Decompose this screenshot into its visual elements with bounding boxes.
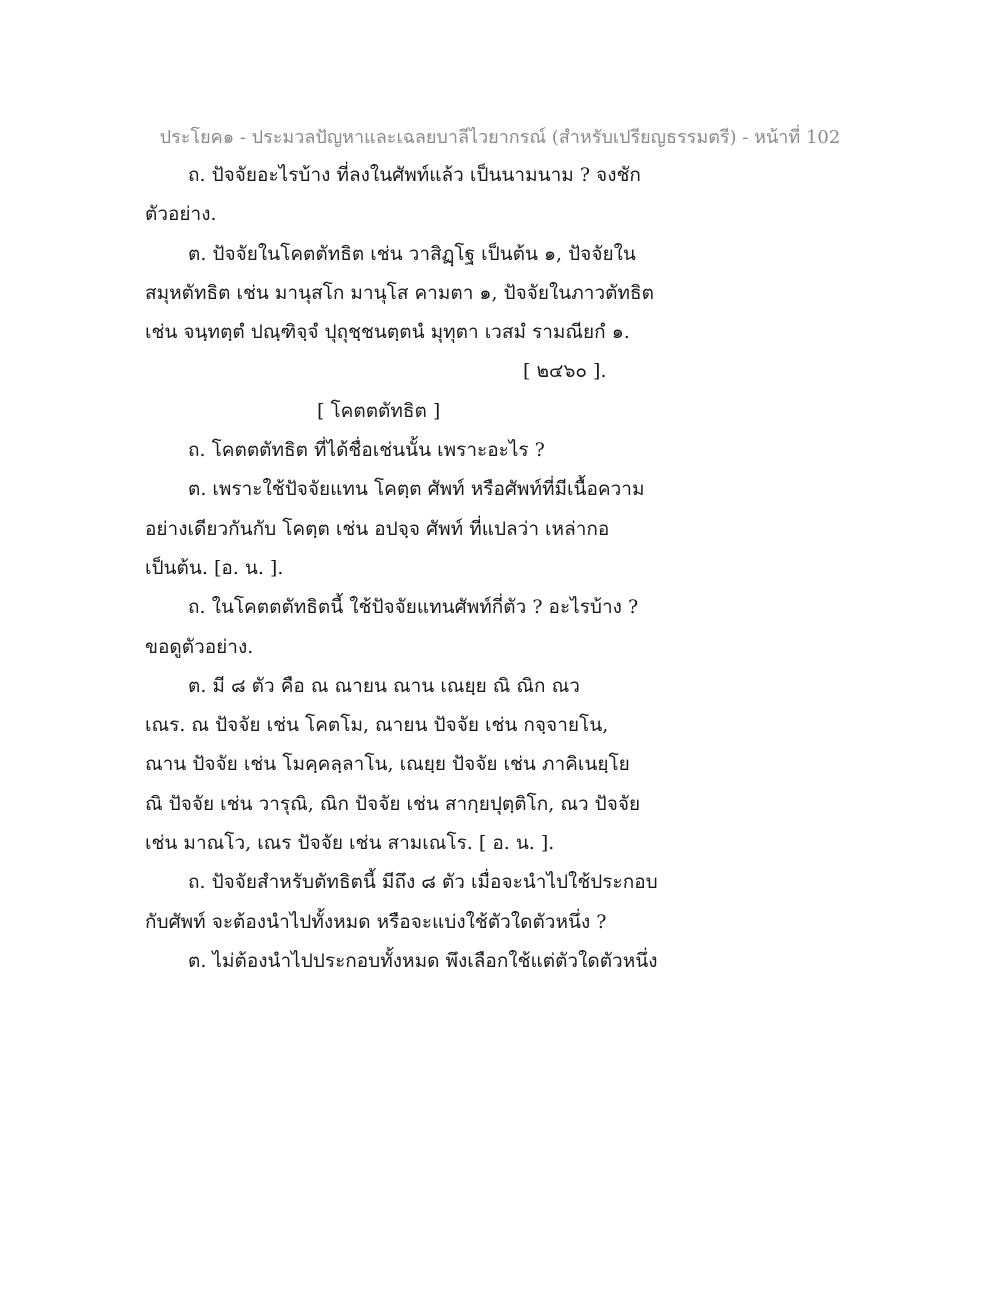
question-line: ถ. ปัจจัยสำหรับตัทธิตนี้ มีถึง ๘ ตัว เมื่อจะนำไปใช้ประกอบ	[188, 871, 658, 894]
text-line: เช่น มาณโว, เณร ปัจจัย เช่น สามเณโร. [ อ. น. ].	[145, 832, 555, 855]
text-line: ขอดูตัวอย่าง.	[145, 635, 254, 658]
text-line: สมุหตัทธิต เช่น มานุสโก มานุโส คามตา ๑, ปัจจัยในภาวตัทธิต	[145, 281, 654, 304]
section-heading: [ โคตตตัทธิต ]	[317, 399, 441, 422]
text-line: เณร. ณ ปัจจัย เช่น โคตโม, ณายน ปัจจัย เช่น กจฺจายโน,	[145, 714, 609, 737]
answer-line: ต. มี ๘ ตัว คือ ณ ณายน ณาน เณยฺย ณิ ณิก ณว	[188, 674, 580, 697]
year-reference: [ ๒๔๖๐ ].	[523, 360, 607, 383]
text-line: ณาน ปัจจัย เช่น โมคฺคลฺลาโน, เณยฺย ปัจจัย เช่น ภาคิเนยฺโย	[145, 753, 630, 776]
question-line: ถ. ปัจจัยอะไรบ้าง ที่ลงในศัพท์แล้ว เป็นนามนาม ? จงชัก	[188, 164, 641, 186]
answer-line: ต. ไม่ต้องนำไปประกอบทั้งหมด พึงเลือกใช้แต่ตัวใดตัวหนึ่ง	[188, 949, 658, 972]
text-line: เป็นต้น. [อ. น. ].	[145, 556, 284, 579]
document-body	[145, 156, 665, 981]
answer-line: ต. ปัจจัยในโคตตัทธิต เช่น วาสิฏฺโฐ เป็นต้น ๑, ปัจจัยใน	[188, 242, 636, 265]
text-line: อย่างเดียวกันกับ โคตฺต เช่น อปจฺจ ศัพท์ ที่แปลว่า เหล่ากอ	[145, 517, 610, 540]
page-header: ประโยค๑ - ประมวลปัญหาและเฉลยบาลีไวยากรณ์ (สำหรับเปรียญธรรมตรี) - หน้าที่ 102	[159, 127, 841, 148]
text-line: เช่น จนฺทตฺตํ ปณฺฑิจฺจํ ปุถุชฺชนตฺตนํ มุทุตา เวสมํ รามณียกํ ๑.	[145, 321, 630, 344]
text-line: ณิ ปัจจัย เช่น วารุณิ, ณิก ปัจจัย เช่น สากฺยปุตฺติโก, ณว ปัจจัย	[145, 792, 641, 815]
question-line: ถ. โคตตตัทธิต ที่ได้ชื่อเช่นนั้น เพราะอะไร ?	[188, 439, 545, 462]
text-line: ตัวอย่าง.	[145, 203, 217, 226]
question-line: ถ. ในโคตตตัทธิตนี้ ใช้ปัจจัยแทนศัพท์กี่ตัว ? อะไรบ้าง ?	[188, 596, 639, 619]
text-line: กับศัพท์ จะต้องนำไปทั้งหมด หรือจะแบ่งใช้ตัวใดตัวหนึ่ง ?	[145, 910, 607, 933]
answer-line: ต. เพราะใช้ปัจจัยแทน โคตฺต ศัพท์ หรือศัพท์ที่มีเนื้อความ	[188, 478, 645, 501]
